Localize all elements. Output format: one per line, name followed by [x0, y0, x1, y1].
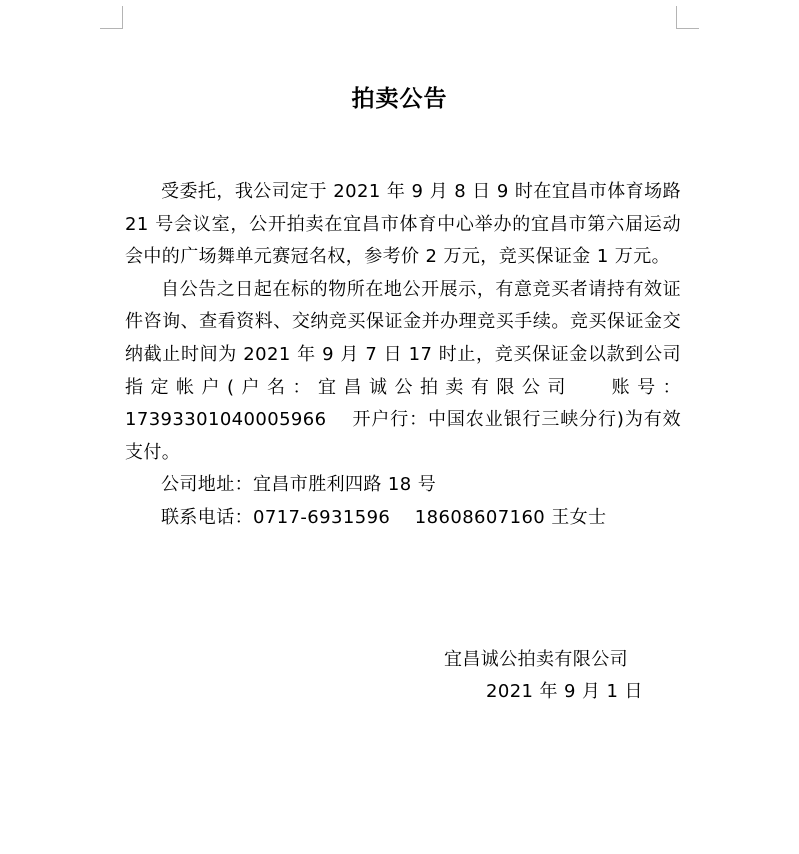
page-title: 拍卖公告 [351, 86, 448, 112]
signature-block [430, 644, 670, 708]
crop-mark-top-left [100, 6, 123, 29]
paragraph-deposit-instructions: 自公告之日起在标的物所在地公开展示，有意竞买者请持有效证件咨询、查看资料、交纳竞买保证金并办理竞买手续。竞买保证金交纳截止时间为 2021 年 9 月 7 日 17 时止，竞买保证金以款到公司指定帐户(户名：宜昌诚公拍卖有限公司 账号：17393301040005966 开户行：中国农业银行三峡分行)为有效支付。 [125, 278, 681, 463]
contact-phone: 联系电话：0717-6931596 18608607160 王女士 [161, 506, 607, 528]
signature-company: 宜昌诚公拍卖有限公司 [444, 649, 628, 670]
signature-date: 2021 年 9 月 1 日 [486, 681, 643, 702]
paragraph-auction-details: 受委托，我公司定于 2021 年 9 月 8 日 9 时在宜昌市体育场路 21 号会议室，公开拍卖在宜昌市体育中心举办的宜昌市第六届运动会中的广场舞单元赛冠名权，参考价 2 万元，竞买保证金 1 万元。 [125, 181, 681, 268]
company-address: 公司地址：宜昌市胜利四路 18 号 [161, 474, 437, 496]
crop-mark-top-right [676, 6, 699, 29]
announcement-body [125, 176, 681, 535]
